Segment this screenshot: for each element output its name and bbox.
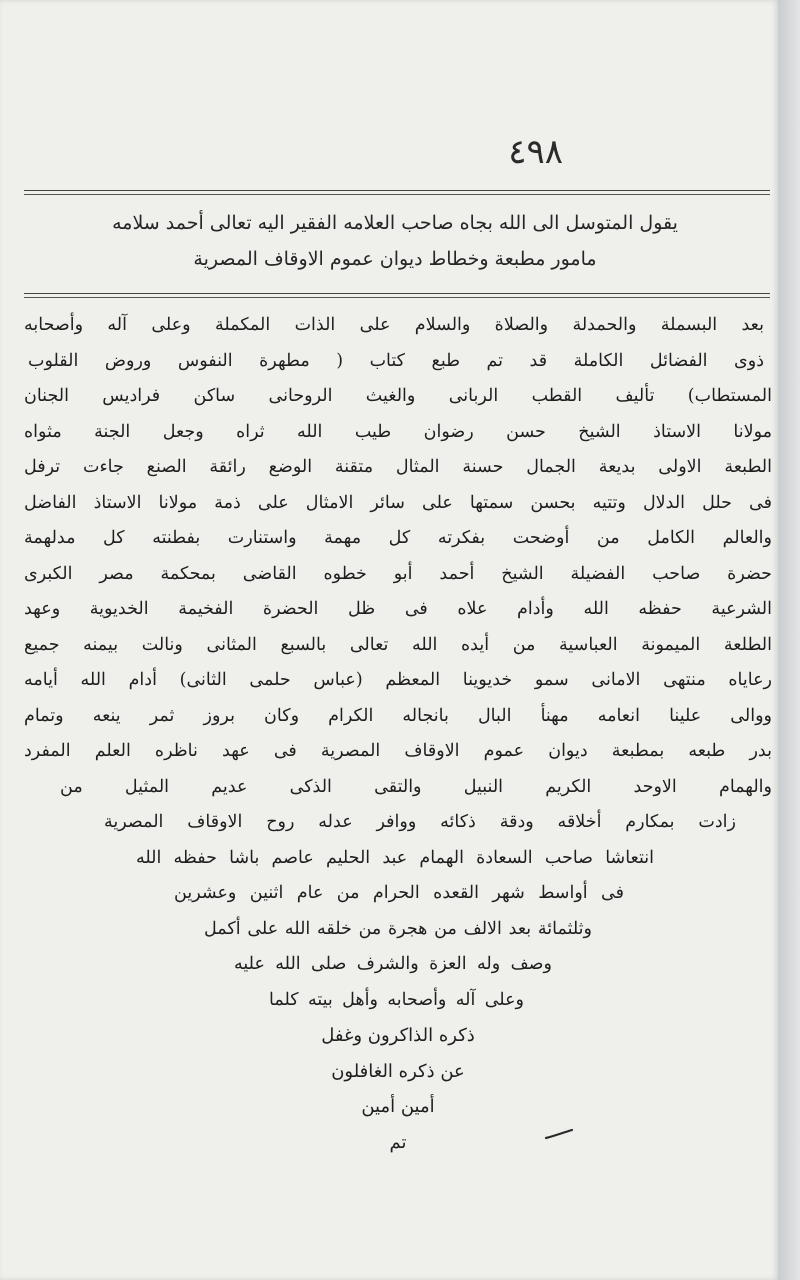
body-line: أمين أمين	[361, 1096, 435, 1117]
header-bottom-rule-inner	[24, 297, 770, 298]
body-line: وعلى آله وأصحابه وأهل بيته كلما	[269, 989, 524, 1010]
header-line: يقول المتوسل الى الله بجاه صاحب العلامه الفقير اليه تعالى أحمد سلامه	[112, 212, 678, 234]
body-line: الطلعة الميمونة العباسية من أيده الله تعالى بالسبع المثانى ونالت بيمنه جميع	[24, 634, 772, 655]
ink-stroke-icon	[544, 1128, 574, 1140]
body-line: زادت بمكارم أخلاقه ودقة ذكائه ووافر عدله روح الاوقاف المصرية	[104, 812, 736, 832]
page-number: ٤٩٨	[508, 132, 563, 172]
body-line: مولانا الاستاذ الشيخ حسن رضوان طيب الله ثراه وجعل الجنة مثواه	[24, 421, 772, 442]
body-line: بعد البسملة والحمدلة والصلاة والسلام على الذات المكملة وعلى آله وأصحابه	[24, 315, 764, 335]
body-line: ذكره الذاكرون وغفل	[321, 1025, 475, 1046]
body-line: ذوى الفضائل الكاملة قد تم طبع كتاب ( مطهرة النفوس وروض القلوب	[28, 350, 764, 371]
body-line: وثلثمائة بعد الالف من هجرة من خلقه الله على أكمل	[204, 918, 592, 939]
body-line: والهمام الاوحد الكريم النبيل والتقى الذكى عديم المثيل من	[60, 776, 772, 797]
body-line: والعالم الكامل من أوضحت بفكرته كل مهمة واستنارت بفطنته كل مدلهمة	[24, 528, 772, 548]
body-line: فى أواسط شهر القعده الحرام من عام اثنين وعشرين	[174, 883, 624, 903]
header-line: مامور مطبعة وخطاط ديوان عموم الاوقاف المصرية	[193, 248, 597, 270]
body-line: الطبعة الاولى بديعة الجمال حسنة المثال متقنة الوضع رائقة الصنع جاءت ترفل	[24, 457, 772, 477]
header-bottom-rule	[24, 293, 770, 294]
colophon-body	[24, 308, 772, 1160]
header-top-rule	[24, 190, 770, 191]
body-line: عن ذكره الغافلون	[331, 1060, 465, 1082]
body-line: انتعاشا صاحب السعادة الهمام عبد الحليم عاصم باشا حفظه الله	[136, 847, 654, 868]
page-edge	[778, 0, 800, 1280]
body-line: رعاياه منتهى الامانى سمو خديوينا المعظم (عباس حلمى الثانى) أدام الله أيامه	[24, 670, 772, 690]
body-line: بدر طبعه بمطبعة ديوان عموم الاوقاف المصرية فى عهد ناظره العلم المفرد	[24, 741, 772, 761]
body-line: وصف وله العزة والشرف صلى الله عليه	[234, 954, 552, 974]
body-line: ووالى علينا انعامه مهنأ البال بانجاله الكرام وكان بروز ثمر ينعه وتمام	[24, 705, 772, 726]
colophon-header	[30, 205, 760, 277]
body-line-end-mark: تم	[389, 1131, 407, 1153]
body-line: الشرعية حفظه الله وأدام علاه فى ظل الحضرة الفخيمة الخديوية وعهد	[24, 599, 772, 619]
body-line: حضرة صاحب الفضيلة الشيخ أحمد أبو خطوه القاضى بمحكمة مصر الكبرى	[24, 563, 772, 584]
body-line: المستطاب) تأليف القطب الربانى والغيث الروحانى ساكن فراديس الجنان	[24, 386, 772, 406]
header-top-rule-inner	[24, 194, 770, 195]
body-line: فى حلل الدلال وتتيه بحسن سمتها على سائر الامثال على ذمة مولانا الاستاذ الفاضل	[24, 492, 772, 513]
